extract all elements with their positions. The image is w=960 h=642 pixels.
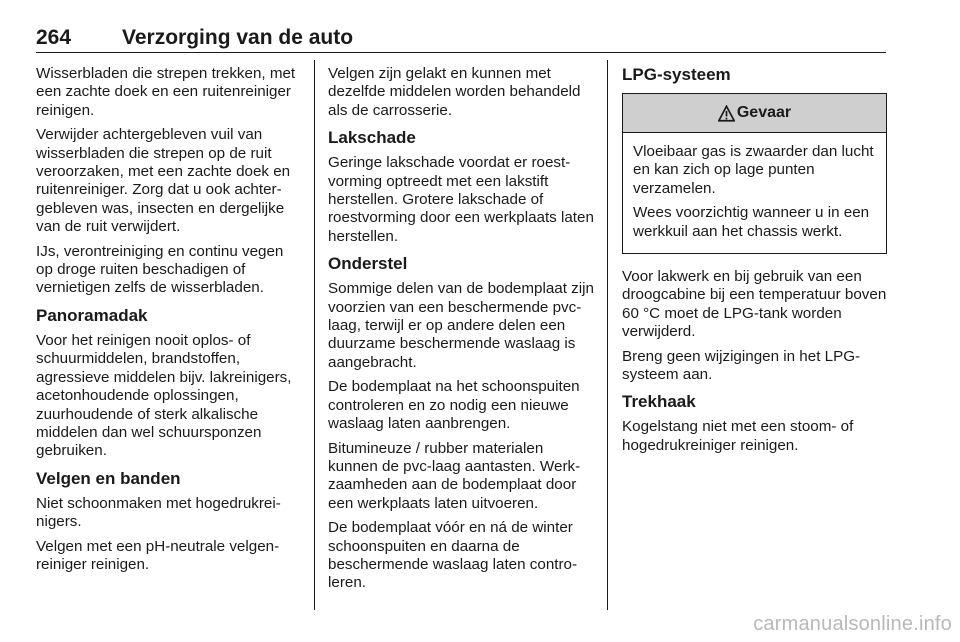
paragraph: Sommige delen van de bodemplaat zijn voorzien van een beschermende pvc-laag, terwijl er op andere delen een duurzame beschermende waslaag is aangebracht.	[328, 280, 594, 371]
warning-triangle-icon	[718, 105, 735, 122]
page-header	[36, 24, 886, 53]
paragraph: Voor lakwerk en bij gebruik van een droogcabine bij een temperatuur boven 60 °C moet de LPG-tank worden verwijderd.	[622, 268, 887, 341]
paragraph: Kogelstang niet met een stoom- of hogedrukreiniger reinigen.	[622, 418, 854, 454]
section-heading-trekhaak: Trekhaak	[622, 392, 696, 412]
paragraph: Niet schoonmaken met hogedrukreinigers.	[36, 494, 281, 531]
paragraph: Breng geen wijzigingen in het LPG-systeem aan.	[622, 347, 861, 384]
column-middle	[328, 65, 594, 599]
paragraph: De bodemplaat na het schoonspuiten controleren en zo nodig een nieuwe waslaag laten aanbrengen.	[328, 378, 580, 433]
warning-box	[622, 93, 887, 254]
paragraph: Velgen zijn gelakt en kunnen met dezelfde middelen worden behandeld als de carrosserie.	[328, 65, 581, 119]
paragraph: Wees voorzichtig wanneer u in een werkkuil aan het chassis werkt.	[633, 204, 870, 240]
paragraph: Wisserbladen die strepen trekken, met een zachte doek en een ruitenreiniger reinigen.	[36, 65, 296, 119]
section-heading-lpg: LPG-systeem	[622, 65, 731, 84]
column-left	[36, 65, 304, 580]
paragraph: Vloeibaar gas is zwaarder dan lucht en kan zich op lage punten verzamelen.	[633, 143, 874, 197]
warning-title: Gevaar	[736, 103, 792, 121]
section-heading-velgen: Velgen en banden	[36, 468, 181, 488]
paragraph: Geringe lakschade voordat er roestvorming optreedt met een lakstift herstellen. Grotere lakschade of roestvorming door een werkplaats laten herstellen.	[328, 154, 594, 245]
paragraph: Voor het reinigen nooit oplos- of schuurmiddelen, brandstoffen, agressieve middelen bijv. lakreinigers, acetonhoudende oplossingen, zuurhoudende of sterk alkalische middelen dan wel schuursponzen gebruiken.	[36, 331, 292, 460]
section-heading-onderstel: Onderstel	[328, 254, 408, 274]
paragraph: Velgen met een pH-neutrale velgenreiniger reinigen.	[36, 537, 280, 573]
chapter-title: Verzorging van de auto	[122, 26, 354, 49]
paragraph: Bitumineuze / rubber materialen kunnen de pvc-laag aantasten. Werkzaamheden aan de bodemplaat door een werkplaats laten uitvoeren.	[328, 439, 581, 512]
column-divider	[314, 60, 315, 610]
paragraph: Verwijder achtergebleven vuil van wisserbladen die strepen op de ruit veroorzaken, met een zachte doek en ruitenreiniger. Zorg dat u ook achtergebleven was, insecten en dergelijke van de ruit verwijdert.	[36, 126, 291, 236]
paragraph: De bodemplaat vóór en ná de winter schoonspuiten en daarna de beschermende waslaag laten controleren.	[328, 519, 578, 592]
column-divider	[607, 60, 608, 610]
warning-body	[623, 133, 886, 253]
warning-header	[623, 94, 886, 133]
section-heading-panoramadak: Panoramadak	[36, 305, 148, 325]
page-number: 264	[36, 26, 72, 49]
paragraph: IJs, verontreiniging en continu vegen op droge ruiten beschadigen of vernietigen zelfs de wisserbladen.	[36, 242, 284, 297]
column-right	[622, 65, 887, 461]
section-heading-lakschade: Lakschade	[328, 128, 416, 148]
watermark: carmanualsonline.info	[753, 613, 952, 635]
